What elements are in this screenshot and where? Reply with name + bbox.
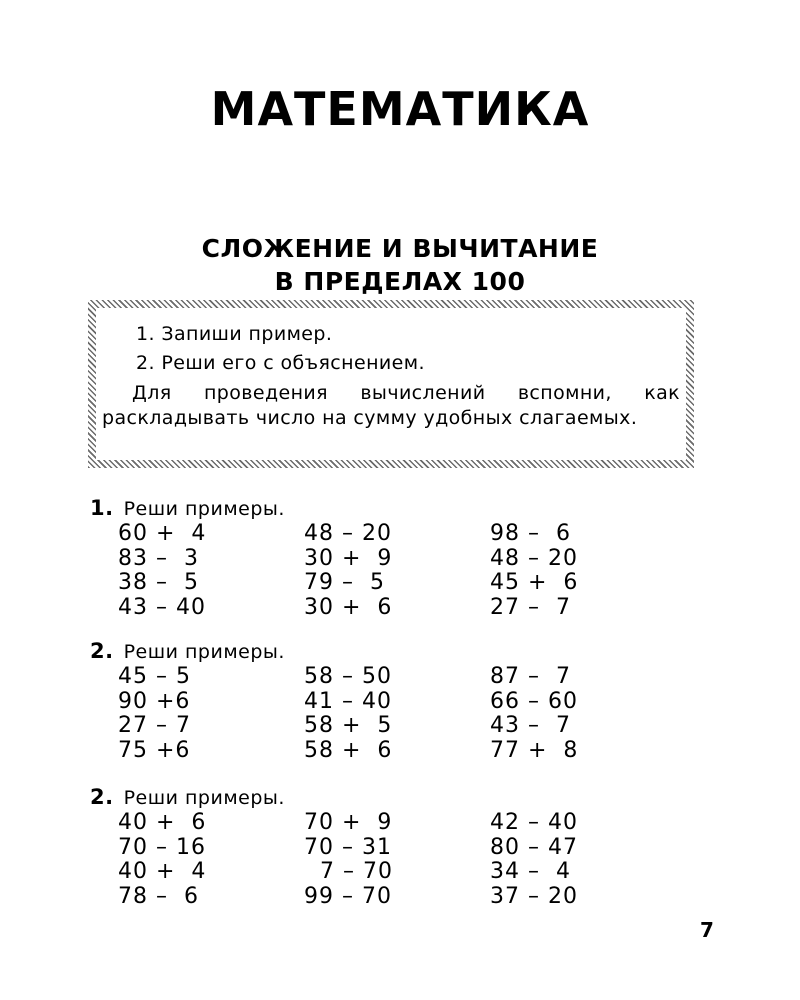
example: 60 + 4 bbox=[118, 521, 207, 546]
example: 70 – 31 bbox=[304, 834, 392, 860]
examples-grid bbox=[90, 811, 650, 909]
instruction-note: Для проведения вычислений вспомни, как раскладывать число на сумму удобных слагаемых. bbox=[102, 382, 680, 429]
example: 45 + 6 bbox=[490, 570, 579, 595]
example: 43 – 7 bbox=[490, 713, 571, 738]
example: 75 +6 bbox=[118, 737, 191, 763]
example: 70 + 9 bbox=[304, 810, 393, 835]
instruction-step-1: 1. Запиши пример. bbox=[136, 323, 333, 345]
instruction-box bbox=[88, 300, 694, 468]
example: 37 – 20 bbox=[490, 883, 578, 909]
task-heading bbox=[90, 637, 650, 665]
example: 70 – 16 bbox=[118, 834, 206, 860]
task-3 bbox=[90, 783, 650, 909]
example: 42 – 40 bbox=[490, 810, 578, 835]
task-1 bbox=[90, 494, 650, 620]
page-title: МАТЕМАТИКА bbox=[210, 82, 590, 136]
section-heading-line1: СЛОЖЕНИЕ И ВЫЧИТАНИЕ bbox=[201, 234, 599, 263]
example: 7 – 70 bbox=[304, 859, 393, 884]
example: 87 – 7 bbox=[490, 664, 571, 689]
example: 30 + 6 bbox=[304, 594, 393, 620]
section-heading bbox=[0, 232, 800, 298]
example: 48 – 20 bbox=[490, 545, 578, 571]
example: 77 + 8 bbox=[490, 737, 579, 763]
example: 78 – 6 bbox=[118, 883, 199, 909]
task-number: 1. bbox=[90, 496, 114, 520]
task-heading bbox=[90, 783, 650, 811]
task-2 bbox=[90, 637, 650, 763]
example: 38 – 5 bbox=[118, 570, 199, 595]
example: 98 – 6 bbox=[490, 521, 571, 546]
example: 80 – 47 bbox=[490, 834, 578, 860]
example: 40 + 6 bbox=[118, 810, 207, 835]
example: 58 + 5 bbox=[304, 713, 393, 738]
example: 34 – 4 bbox=[490, 859, 571, 884]
task-number: 2. bbox=[90, 639, 114, 663]
example: 30 + 9 bbox=[304, 545, 393, 571]
example: 27 – 7 bbox=[118, 713, 191, 738]
task-number: 2. bbox=[90, 785, 114, 809]
examples-grid bbox=[90, 665, 650, 763]
example: 41 – 40 bbox=[304, 688, 392, 714]
example: 83 – 3 bbox=[118, 545, 199, 571]
example: 99 – 70 bbox=[304, 883, 392, 909]
examples-grid bbox=[90, 522, 650, 620]
task-prompt: Реши примеры. bbox=[123, 787, 285, 809]
example: 43 – 40 bbox=[118, 594, 206, 620]
example: 48 – 20 bbox=[304, 521, 392, 546]
example: 27 – 7 bbox=[490, 594, 571, 620]
task-prompt: Реши примеры. bbox=[123, 498, 285, 520]
example: 45 – 5 bbox=[118, 664, 191, 689]
instruction-box-content bbox=[96, 308, 686, 460]
example: 79 – 5 bbox=[304, 570, 385, 595]
task-heading bbox=[90, 494, 650, 522]
section-heading-line2: В ПРЕДЕЛАХ 100 bbox=[274, 267, 526, 296]
example: 58 + 6 bbox=[304, 737, 393, 763]
instruction-step-2: 2. Реши его с объяснением. bbox=[136, 352, 425, 374]
example: 66 – 60 bbox=[490, 688, 578, 714]
example: 90 +6 bbox=[118, 688, 191, 714]
page-number: 7 bbox=[700, 918, 714, 942]
task-prompt: Реши примеры. bbox=[123, 641, 285, 663]
example: 58 – 50 bbox=[304, 664, 392, 689]
example: 40 + 4 bbox=[118, 859, 207, 884]
